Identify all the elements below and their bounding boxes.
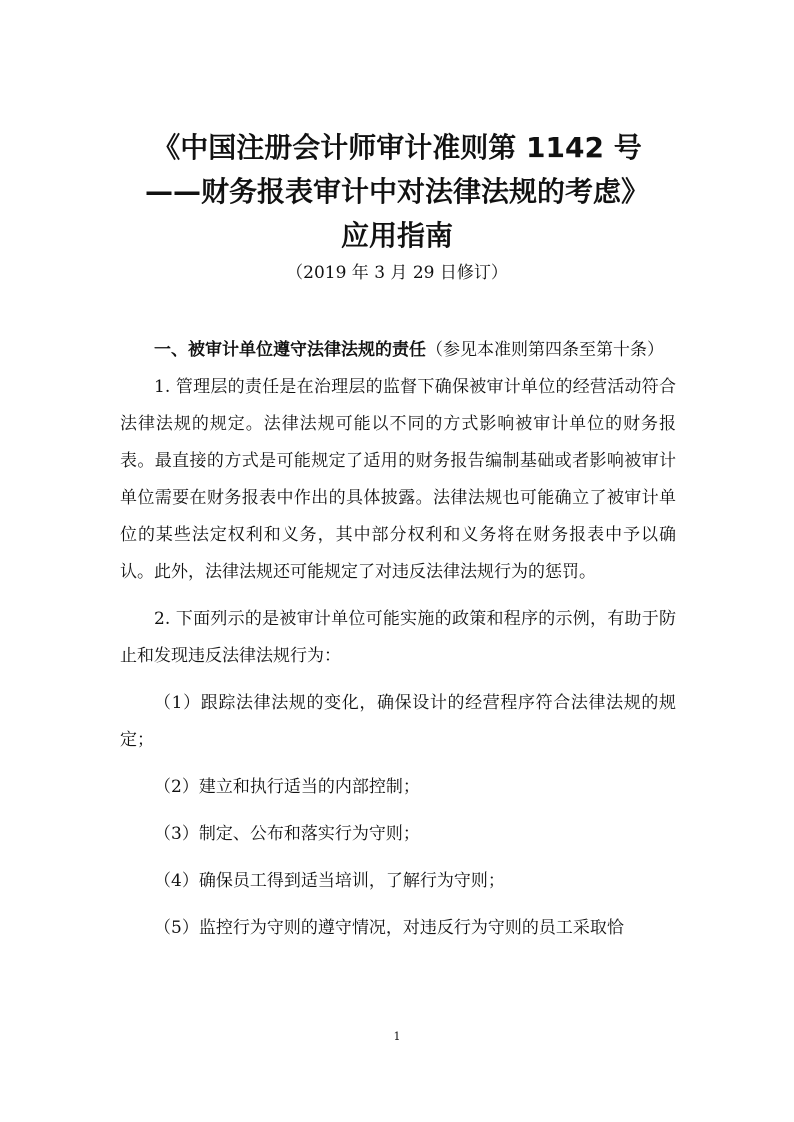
title-line-3: 应用指南 — [340, 219, 453, 252]
document-body — [120, 332, 676, 947]
paragraph-1: 1. 管理层的责任是在治理层的监督下确保被审计单位的经营活动符合法律法规的规定。法律法规可能以不同的方式影响被审计单位的财务报表。最直接的方式是可能规定了适用的财务报告编制基础或者影响被审计单位需要在财务报表中作出的具体披露。法律法规也可能确立了被审计单位的某些法定权利和义务，其中部分权利和义务将在财务报表中予以确认。此外，法律法规还可能规定了对违反法律法规行为的惩罚。 — [120, 377, 676, 582]
list-item-4: （4）确保员工得到适当培训，了解行为守则； — [154, 871, 505, 891]
list-item-3: （3）制定、公布和落实行为守则； — [154, 824, 420, 844]
list-item-5: （5）监控行为守则的遵守情况，对违反行为守则的员工采取恰 — [154, 918, 624, 938]
section-1 — [120, 332, 676, 369]
list-item-2: （2）建立和执行适当的内部控制； — [154, 777, 420, 797]
page-number: 1 — [393, 1030, 401, 1043]
title-line-1: 《中国注册会计师审计准则第 1142 号 — [152, 131, 642, 164]
document-title — [0, 126, 794, 258]
section-1-heading: 一、被审计单位遵守法律法规的责任 — [154, 340, 426, 360]
paragraph-2: 2. 下面列示的是被审计单位可能实施的政策和程序的示例，有助于防止和发现违反法律法规行为： — [120, 609, 676, 666]
section-1-reference: （参见本准则第四条至第十条） — [426, 340, 664, 360]
list-item-1: （1）跟踪法律法规的变化，确保设计的经营程序符合法律法规的规定； — [120, 693, 676, 750]
revision-date: （2019 年 3 月 29 日修订） — [286, 263, 508, 283]
title-line-2: ——财务报表审计中对法律法规的考虑》 — [144, 175, 649, 208]
